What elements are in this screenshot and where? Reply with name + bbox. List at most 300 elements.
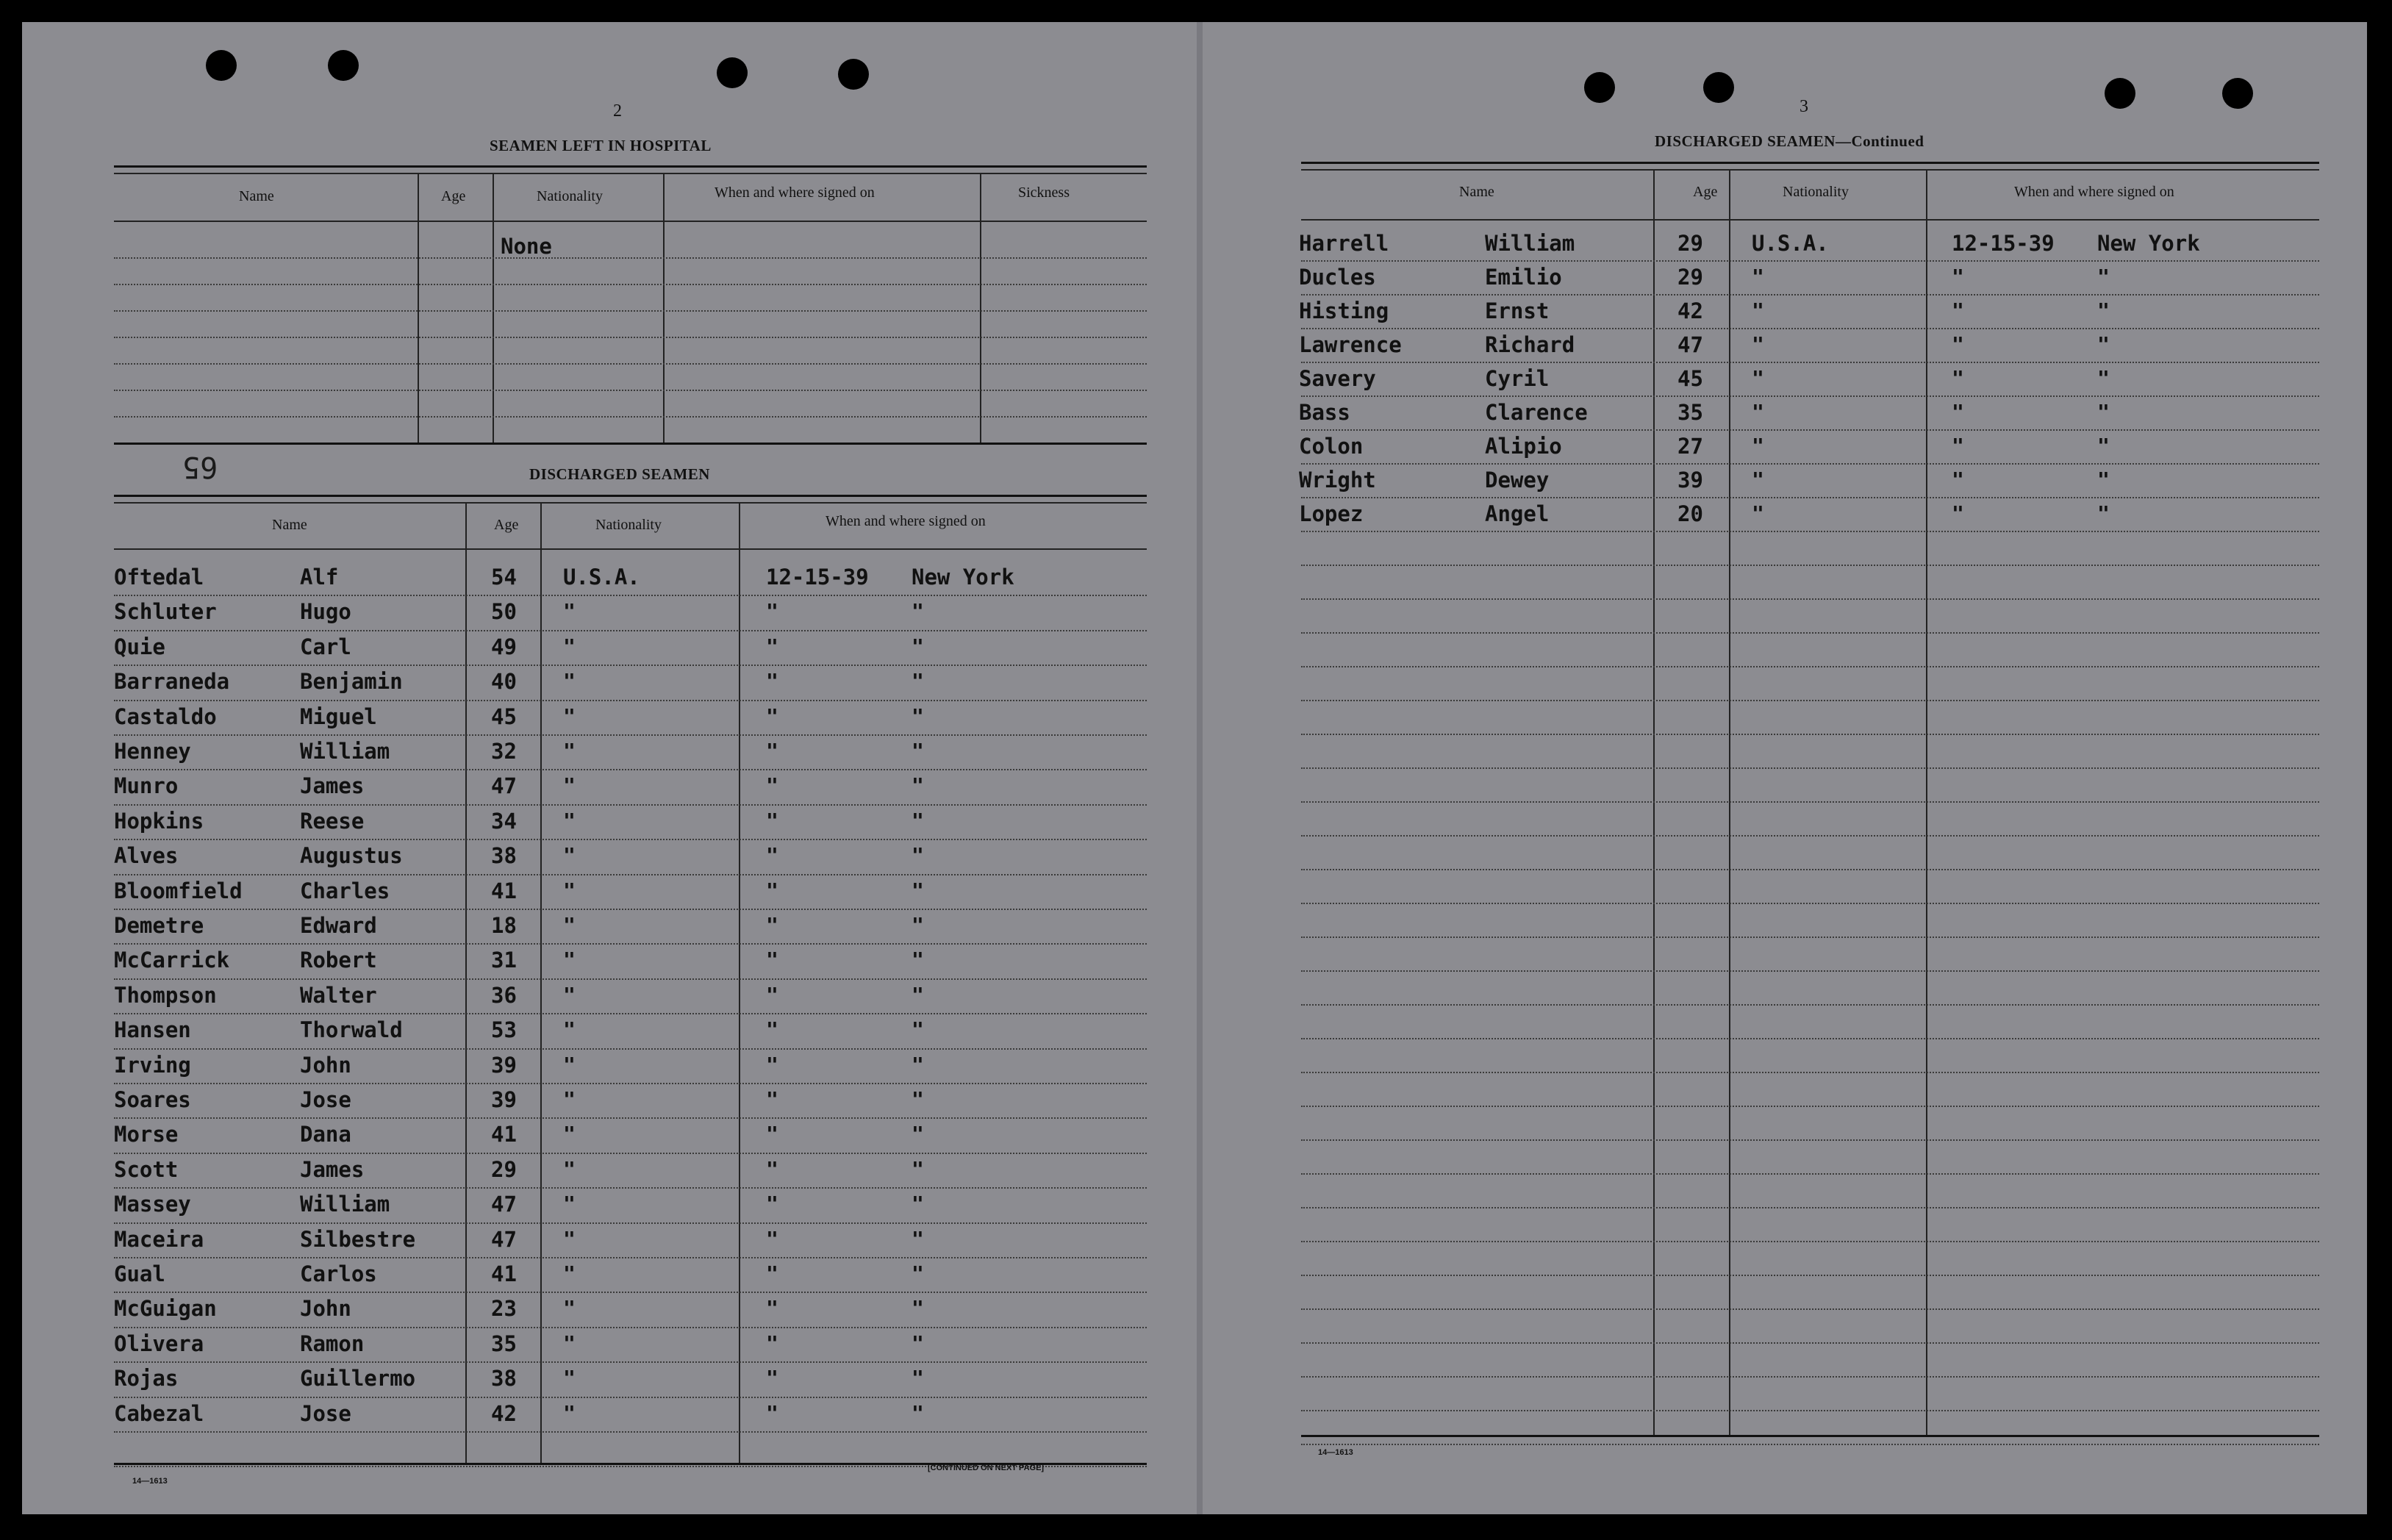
signed-on-date: ": [766, 913, 778, 937]
table-rule: [1301, 219, 2319, 221]
table-rule: [1301, 162, 2319, 164]
ruled-line: [1301, 463, 2319, 465]
ruled-line: [114, 595, 1147, 596]
seaman-first-name: Benjamin: [300, 669, 403, 695]
seaman-nationality: ": [1752, 265, 1764, 289]
seaman-first-name: William: [1485, 231, 1575, 256]
signed-on-place: New York: [2097, 231, 2200, 256]
seaman-last-name: Schluter: [114, 599, 217, 625]
seaman-nationality: ": [563, 634, 576, 659]
seaman-age: 18: [491, 913, 517, 938]
seaman-last-name: Gual: [114, 1261, 165, 1286]
seaman-age: 34: [491, 808, 517, 834]
seaman-age: 27: [1677, 434, 1703, 459]
hospital-header-name: Name: [239, 188, 274, 204]
signed-on-date: ": [766, 1122, 778, 1147]
seaman-first-name: Guillermo: [300, 1366, 416, 1392]
seaman-age: 38: [491, 1366, 517, 1392]
ruled-line: [114, 804, 1147, 806]
signed-on-date: ": [1952, 298, 1964, 323]
ruled-line: [114, 1257, 1147, 1258]
signed-on-date: ": [766, 1296, 778, 1321]
seaman-nationality: ": [563, 599, 576, 624]
ruled-line: [114, 978, 1147, 980]
ruled-line: [114, 630, 1147, 631]
seaman-age: 36: [491, 982, 517, 1008]
seaman-last-name: McCarrick: [114, 948, 230, 973]
punch-hole: [328, 50, 359, 81]
left-page: [22, 22, 1191, 1514]
seaman-last-name: Bloomfield: [114, 878, 243, 903]
seaman-nationality: ": [1752, 366, 1764, 390]
seaman-first-name: Walter: [300, 982, 377, 1008]
seaman-nationality: U.S.A.: [1752, 231, 1829, 256]
signed-on-place: ": [912, 1261, 924, 1286]
seaman-first-name: Reese: [300, 808, 365, 834]
discharged-header-name: Name: [272, 517, 307, 533]
ruled-line: [114, 700, 1147, 701]
seaman-first-name: Alipio: [1485, 434, 1562, 459]
ruled-line: [1301, 565, 2319, 566]
ruled-line: [114, 416, 1147, 418]
hospital-section-title: SEAMEN LEFT IN HOSPITAL: [490, 137, 712, 154]
discharged-header-signed-on: When and where signed on: [826, 513, 986, 529]
header-nationality: Nationality: [1783, 184, 1849, 200]
seaman-age: 47: [491, 1192, 517, 1217]
table-rule: [114, 443, 1147, 445]
ruled-line: [114, 734, 1147, 736]
signed-on-place: ": [912, 1122, 924, 1147]
ruled-line: [114, 769, 1147, 770]
seaman-nationality: ": [563, 1156, 576, 1181]
ruled-line: [1301, 395, 2319, 397]
ruled-line: [114, 665, 1147, 666]
seaman-last-name: Ducles: [1299, 265, 1376, 290]
ruled-line: [114, 390, 1147, 391]
seaman-last-name: Colon: [1299, 434, 1364, 459]
signed-on-place: ": [912, 913, 924, 937]
signed-on-place: New York: [912, 565, 1014, 590]
ruled-line: [1301, 1275, 2319, 1276]
ruled-line: [1301, 632, 2319, 634]
signed-on-date: ": [766, 843, 778, 868]
seaman-age: 39: [491, 1087, 517, 1112]
seaman-first-name: James: [300, 1156, 365, 1182]
ruled-line: [114, 337, 1147, 338]
seaman-first-name: Ramon: [300, 1331, 365, 1356]
seaman-nationality: ": [563, 878, 576, 903]
seaman-first-name: Jose: [300, 1087, 351, 1112]
ruled-line: [1301, 1444, 2319, 1445]
seaman-nationality: ": [563, 1261, 576, 1286]
column-divider: [739, 502, 740, 1465]
seaman-last-name: Irving: [114, 1052, 191, 1078]
seaman-nationality: ": [1752, 400, 1764, 424]
seaman-age: 40: [491, 669, 517, 695]
seaman-age: 41: [491, 878, 517, 903]
seaman-age: 49: [491, 634, 517, 659]
seaman-last-name: Demetre: [114, 913, 204, 938]
header-age: Age: [1693, 184, 1718, 200]
ruled-line: [1301, 1308, 2319, 1310]
seaman-nationality: ": [563, 739, 576, 763]
signed-on-place: ": [912, 1296, 924, 1321]
signed-on-date: ": [1952, 400, 1964, 424]
seaman-age: 29: [1677, 231, 1703, 256]
seaman-last-name: Thompson: [114, 982, 217, 1008]
seaman-nationality: ": [563, 982, 576, 1007]
seaman-last-name: Henney: [114, 739, 191, 764]
seaman-age: 35: [491, 1331, 517, 1356]
seaman-nationality: ": [563, 808, 576, 833]
ruled-line: [1301, 328, 2319, 329]
signed-on-place: ": [912, 878, 924, 903]
seaman-last-name: McGuigan: [114, 1296, 217, 1322]
seaman-first-name: Carlos: [300, 1261, 377, 1286]
seaman-first-name: Edward: [300, 913, 377, 938]
seaman-nationality: ": [563, 1296, 576, 1321]
seaman-first-name: John: [300, 1296, 351, 1322]
punch-hole: [206, 50, 237, 81]
signed-on-place: ": [912, 739, 924, 763]
signed-on-place: ": [912, 808, 924, 833]
seaman-age: 42: [491, 1400, 517, 1426]
column-divider: [663, 173, 665, 445]
table-rule: [1301, 1435, 2319, 1437]
signed-on-date: ": [766, 599, 778, 624]
column-divider: [465, 502, 467, 1465]
ruled-line: [114, 1153, 1147, 1154]
signed-on-date: ": [766, 1156, 778, 1181]
seaman-age: 32: [491, 739, 517, 764]
ruled-line: [114, 284, 1147, 285]
signed-on-place: ": [2097, 265, 2110, 289]
column-divider: [1729, 169, 1730, 1437]
form-number: 14—1613: [1318, 1448, 1353, 1457]
ruled-line: [1301, 903, 2319, 904]
seaman-nationality: ": [563, 1331, 576, 1355]
seaman-first-name: Ernst: [1485, 298, 1550, 323]
column-divider: [540, 502, 542, 1465]
ruled-line: [114, 1361, 1147, 1363]
seaman-last-name: Lopez: [1299, 501, 1364, 526]
ruled-line: [1301, 1072, 2319, 1073]
seaman-first-name: William: [300, 1192, 390, 1217]
column-divider: [1653, 169, 1655, 1437]
table-rule: [114, 548, 1147, 550]
page-fold: [1197, 22, 1203, 1514]
seaman-first-name: William: [300, 739, 390, 764]
ruled-line: [1301, 1004, 2319, 1006]
ruled-line: [1301, 1106, 2319, 1107]
discharged-header-age: Age: [494, 517, 519, 533]
seaman-last-name: Castaldo: [114, 703, 217, 729]
discharged-header-nationality: Nationality: [595, 517, 662, 533]
seaman-nationality: ": [563, 1366, 576, 1391]
ruled-line: [1301, 767, 2319, 769]
seaman-nationality: ": [1752, 468, 1764, 492]
hospital-header-signed-on: When and where signed on: [715, 185, 875, 201]
seaman-last-name: Hansen: [114, 1017, 191, 1043]
signed-on-place: ": [912, 1226, 924, 1251]
ruled-line: [114, 257, 1147, 259]
ruled-line: [1301, 429, 2319, 431]
seaman-last-name: Harrell: [1299, 231, 1389, 256]
seaman-age: 41: [491, 1122, 517, 1147]
seaman-first-name: Augustus: [300, 843, 403, 869]
seaman-first-name: Richard: [1485, 332, 1575, 357]
ruled-line: [1301, 260, 2319, 262]
table-rule: [114, 173, 1147, 174]
seaman-first-name: Clarence: [1485, 400, 1588, 425]
discharged-continued-title: DISCHARGED SEAMEN—Continued: [1655, 132, 1924, 150]
continued-note: [CONTINUED ON NEXT PAGE]: [928, 1464, 1045, 1472]
signed-on-date: ": [766, 1366, 778, 1391]
signed-on-date: ": [1952, 265, 1964, 289]
signed-on-date: ": [766, 634, 778, 659]
ruled-line: [1301, 598, 2319, 600]
seaman-nationality: ": [1752, 434, 1764, 458]
ruled-line: [1301, 1410, 2319, 1411]
seaman-last-name: Maceira: [114, 1226, 204, 1252]
ruled-line: [114, 839, 1147, 840]
ruled-line: [1301, 666, 2319, 667]
ruled-line: [114, 1327, 1147, 1328]
seaman-age: 41: [491, 1261, 517, 1286]
seaman-last-name: Bass: [1299, 400, 1350, 425]
signed-on-place: ": [912, 843, 924, 868]
seaman-first-name: Jose: [300, 1400, 351, 1426]
form-number: 14—1613: [132, 1477, 168, 1486]
ruled-line: [114, 1431, 1147, 1433]
signed-on-place: ": [912, 599, 924, 624]
ruled-line: [1301, 936, 2319, 938]
ruled-line: [114, 363, 1147, 365]
seaman-age: 29: [491, 1156, 517, 1182]
page-number: 3: [1800, 97, 1808, 116]
signed-on-place: ": [912, 669, 924, 694]
signed-on-date: ": [766, 1192, 778, 1217]
page-number: 2: [613, 101, 622, 121]
signed-on-date: ": [766, 1087, 778, 1111]
seaman-first-name: John: [300, 1052, 351, 1078]
ruled-line: [114, 1222, 1147, 1224]
seaman-first-name: Cyril: [1485, 366, 1550, 391]
punch-hole: [2222, 78, 2253, 109]
signed-on-place: ": [2097, 501, 2110, 526]
signed-on-date: ": [766, 1331, 778, 1355]
signed-on-place: ": [2097, 468, 2110, 492]
table-rule: [1301, 169, 2319, 171]
seaman-last-name: Quie: [114, 634, 165, 659]
seaman-first-name: Charles: [300, 878, 390, 903]
signed-on-date: ": [766, 703, 778, 728]
signed-on-date: ": [766, 878, 778, 903]
seaman-first-name: Alf: [300, 565, 339, 590]
seaman-first-name: Dewey: [1485, 468, 1550, 493]
hospital-header-nationality: Nationality: [537, 188, 603, 204]
seaman-age: 39: [1677, 468, 1703, 493]
column-divider: [1926, 169, 1927, 1437]
ruled-line: [1301, 1038, 2319, 1039]
seaman-age: 47: [491, 1226, 517, 1252]
seaman-nationality: ": [1752, 332, 1764, 357]
seaman-nationality: ": [563, 703, 576, 728]
seaman-nationality: ": [563, 1017, 576, 1042]
signed-on-place: ": [2097, 434, 2110, 458]
seaman-age: 47: [1677, 332, 1703, 357]
header-name: Name: [1459, 184, 1494, 200]
stamp-number: 65: [182, 450, 218, 484]
ruled-line: [1301, 1173, 2319, 1175]
punch-hole: [1584, 72, 1615, 103]
seaman-last-name: Cabezal: [114, 1400, 204, 1426]
seaman-last-name: Barraneda: [114, 669, 230, 695]
discharged-section-title: DISCHARGED SEAMEN: [529, 465, 710, 483]
signed-on-place: ": [2097, 366, 2110, 390]
seaman-last-name: Olivera: [114, 1331, 204, 1356]
seaman-last-name: Massey: [114, 1192, 191, 1217]
signed-on-place: ": [912, 1156, 924, 1181]
signed-on-place: ": [912, 1087, 924, 1111]
punch-hole: [2105, 78, 2135, 109]
signed-on-place: ": [912, 1400, 924, 1425]
punch-hole: [1703, 72, 1734, 103]
ruled-line: [1301, 869, 2319, 870]
seaman-nationality: ": [1752, 298, 1764, 323]
seaman-nationality: U.S.A.: [563, 565, 640, 590]
seaman-last-name: Histing: [1299, 298, 1389, 323]
seaman-age: 31: [491, 948, 517, 973]
ruled-line: [114, 909, 1147, 910]
seaman-age: 53: [491, 1017, 517, 1043]
seaman-first-name: Miguel: [300, 703, 377, 729]
signed-on-place: ": [912, 703, 924, 728]
seaman-first-name: Carl: [300, 634, 351, 659]
signed-on-date: ": [766, 1052, 778, 1077]
signed-on-date: 12-15-39: [766, 565, 869, 590]
seaman-age: 38: [491, 843, 517, 869]
ruled-line: [1301, 700, 2319, 701]
signed-on-date: ": [1952, 332, 1964, 357]
table-rule: [114, 502, 1147, 504]
seaman-age: 39: [491, 1052, 517, 1078]
signed-on-place: ": [912, 948, 924, 973]
seaman-last-name: Scott: [114, 1156, 179, 1182]
signed-on-place: ": [2097, 332, 2110, 357]
seaman-first-name: Hugo: [300, 599, 351, 625]
seaman-last-name: Alves: [114, 843, 179, 869]
ruled-line: [1301, 970, 2319, 972]
signed-on-date: ": [766, 1226, 778, 1251]
seaman-last-name: Morse: [114, 1122, 179, 1147]
ruled-line: [114, 1083, 1147, 1084]
ruled-line: [114, 1013, 1147, 1014]
seaman-nationality: ": [563, 843, 576, 868]
seaman-nationality: ": [563, 1052, 576, 1077]
signed-on-place: ": [912, 1017, 924, 1042]
seaman-nationality: ": [563, 1122, 576, 1147]
table-rule: [114, 165, 1147, 168]
signed-on-date: ": [766, 982, 778, 1007]
signed-on-place: ": [912, 1052, 924, 1077]
seaman-nationality: ": [563, 669, 576, 694]
hospital-header-sickness: Sickness: [1018, 185, 1070, 201]
ruled-line: [1301, 1376, 2319, 1378]
signed-on-date: ": [766, 1261, 778, 1286]
seaman-nationality: ": [563, 1192, 576, 1217]
ruled-line: [114, 310, 1147, 312]
seaman-age: 29: [1677, 265, 1703, 290]
signed-on-place: ": [912, 634, 924, 659]
signed-on-place: ": [912, 773, 924, 798]
seaman-age: 45: [491, 703, 517, 729]
seaman-age: 42: [1677, 298, 1703, 323]
signed-on-date: 12-15-39: [1952, 231, 2055, 256]
seaman-first-name: James: [300, 773, 365, 799]
seaman-nationality: ": [563, 948, 576, 973]
signed-on-place: ": [912, 1366, 924, 1391]
document-sheet: [22, 22, 2367, 1514]
seaman-age: 50: [491, 599, 517, 625]
seaman-age: 35: [1677, 400, 1703, 425]
column-divider: [493, 173, 494, 445]
signed-on-date: ": [766, 739, 778, 763]
ruled-line: [114, 1292, 1147, 1293]
column-divider: [980, 173, 981, 445]
seaman-last-name: Wright: [1299, 468, 1376, 493]
right-page: [1209, 22, 2367, 1514]
seaman-age: 54: [491, 565, 517, 590]
seaman-last-name: Savery: [1299, 366, 1376, 391]
signed-on-date: ": [766, 808, 778, 833]
seaman-last-name: Hopkins: [114, 808, 204, 834]
ruled-line: [1301, 801, 2319, 803]
seaman-age: 47: [491, 773, 517, 799]
ruled-line: [1301, 835, 2319, 837]
hospital-header-age: Age: [441, 188, 466, 204]
seaman-last-name: Oftedal: [114, 565, 204, 590]
signed-on-date: ": [1952, 468, 1964, 492]
header-signed-on: When and where signed on: [2014, 184, 2174, 200]
signed-on-date: ": [766, 669, 778, 694]
ruled-line: [114, 1117, 1147, 1119]
ruled-line: [114, 1187, 1147, 1189]
signed-on-place: ": [912, 1192, 924, 1217]
seaman-age: 23: [491, 1296, 517, 1322]
ruled-line: [1301, 1241, 2319, 1242]
ruled-line: [1301, 362, 2319, 363]
ruled-line: [114, 1048, 1147, 1050]
seaman-first-name: Emilio: [1485, 265, 1562, 290]
signed-on-date: ": [1952, 366, 1964, 390]
ruled-line: [1301, 497, 2319, 498]
seaman-nationality: ": [563, 1400, 576, 1425]
punch-hole: [717, 57, 748, 88]
seaman-nationality: ": [563, 1087, 576, 1111]
signed-on-date: ": [766, 773, 778, 798]
signed-on-place: ": [2097, 298, 2110, 323]
signed-on-place: ": [912, 982, 924, 1007]
hospital-entry: None: [501, 234, 552, 259]
signed-on-date: ": [766, 948, 778, 973]
signed-on-date: ": [766, 1017, 778, 1042]
ruled-line: [1301, 294, 2319, 296]
seaman-first-name: Angel: [1485, 501, 1550, 526]
signed-on-date: ": [1952, 501, 1964, 526]
signed-on-date: ": [766, 1400, 778, 1425]
seaman-last-name: Munro: [114, 773, 179, 799]
